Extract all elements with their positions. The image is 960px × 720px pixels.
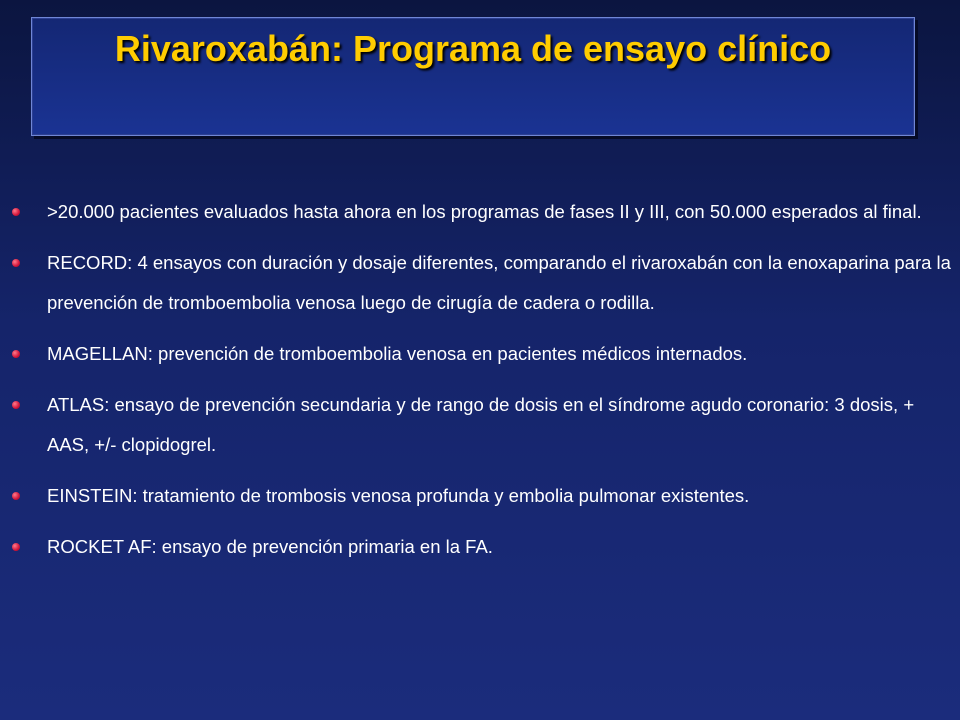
bullet-text: RECORD: 4 ensayos con duración y dosaje diferentes, comparando el rivaroxabán con la enoxaparina para la prevención de tromboembolia venosa luego de cirugía de cadera o rodilla. [47, 252, 951, 313]
bullet-item [10, 476, 955, 516]
bullet-text: ATLAS: ensayo de prevención secundaria y de rango de dosis en el síndrome agudo coronario: 3 dosis, + AAS, +/- clopidogrel. [47, 394, 915, 455]
bullet-dot-icon [12, 543, 20, 551]
bullet-dot-icon [12, 401, 20, 409]
bullet-item [10, 527, 955, 567]
title-box [31, 17, 915, 136]
bullet-list [10, 192, 955, 578]
slide-title: Rivaroxabán: Programa de ensayo clínico [114, 28, 832, 69]
bullet-text: MAGELLAN: prevención de tromboembolia venosa en pacientes médicos internados. [47, 343, 748, 364]
bullet-item [10, 334, 955, 374]
bullet-dot-icon [12, 208, 20, 216]
bullet-item [10, 243, 955, 323]
bullet-dot-icon [12, 492, 20, 500]
bullet-item [10, 192, 955, 232]
bullet-item [10, 385, 955, 465]
bullet-dot-icon [12, 350, 20, 358]
bullet-dot-icon [12, 259, 20, 267]
bullet-text: EINSTEIN: tratamiento de trombosis venosa profunda y embolia pulmonar existentes. [47, 485, 750, 506]
bullet-text: >20.000 pacientes evaluados hasta ahora en los programas de fases II y III, con 50.000 esperados al final. [47, 201, 922, 222]
bullet-text: ROCKET AF: ensayo de prevención primaria en la FA. [47, 536, 493, 557]
